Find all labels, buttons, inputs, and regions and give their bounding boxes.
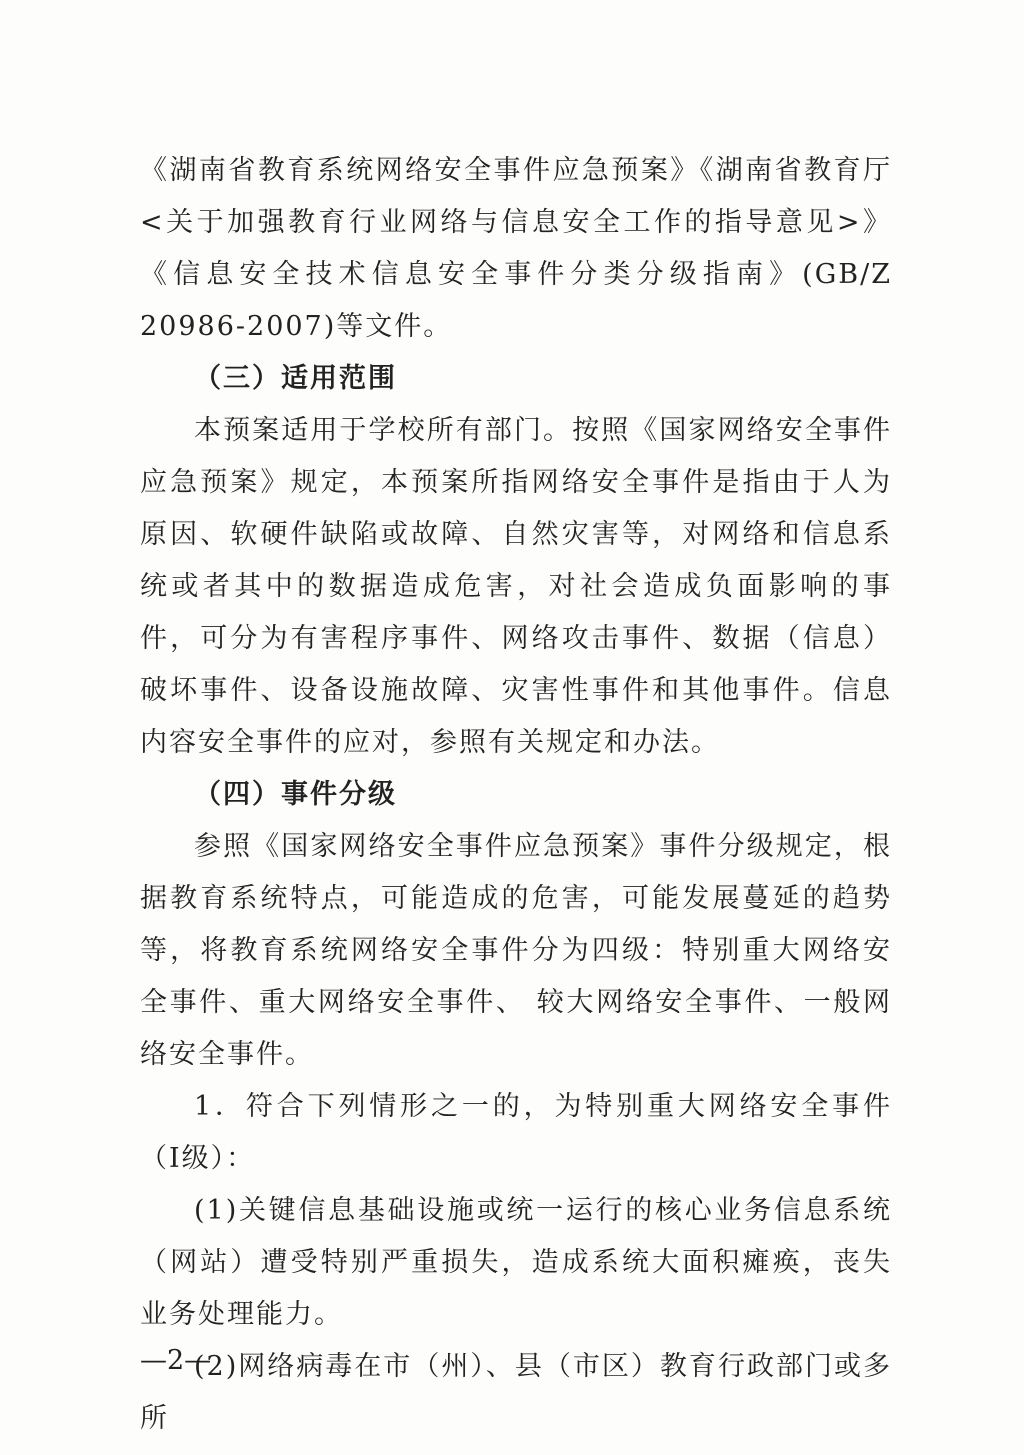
- paragraph-item-1: (1)关键信息基础设施或统一运行的核心业务信息系统（网站）遭受特别严重损失，造成系统大面积瘫痪，丧失业务处理能力。: [140, 1195, 892, 1330]
- heading-scope: （三）适用范围: [194, 363, 397, 394]
- paragraph-grading: 参照《国家网络安全事件应急预案》事件分级规定，根据教育系统特点，可能造成的危害，可能发展蔓延的趋势等，将教育系统网络安全事件分为四级：特别重大网络安全事件、重大网络安全事件、 较大网络安全事件、一般网络安全事件。: [140, 831, 892, 1070]
- page-number: —2—: [140, 1345, 212, 1376]
- paragraph-level-one-intro: 1．符合下列情形之一的，为特别重大网络安全事件（Ⅰ级）：: [140, 1091, 892, 1174]
- paragraph-item-2: (2)网络病毒在市（州）、县（市区）教育行政部门或多所: [140, 1351, 892, 1434]
- paragraph-references: 《湖南省教育系统网络安全事件应急预案》《湖南省教育厅<关于加强教育行业网络与信息安全工作的指导意见>》《信息安全技术信息安全事件分类分级指南》(GB/Z 20986-2007)等文件。: [140, 155, 892, 342]
- document-body: [140, 145, 892, 1445]
- heading-grading: （四）事件分级: [194, 779, 397, 810]
- paragraph-scope: 本预案适用于学校所有部门。按照《国家网络安全事件应急预案》规定，本预案所指网络安全事件是指由于人为原因、软硬件缺陷或故障、自然灾害等，对网络和信息系统或者其中的数据造成危害，对社会造成负面影响的事件，可分为有害程序事件、网络攻击事件、数据（信息）破坏事件、设备设施故障、灾害性事件和其他事件。信息内容安全事件的应对，参照有关规定和办法。: [140, 415, 892, 758]
